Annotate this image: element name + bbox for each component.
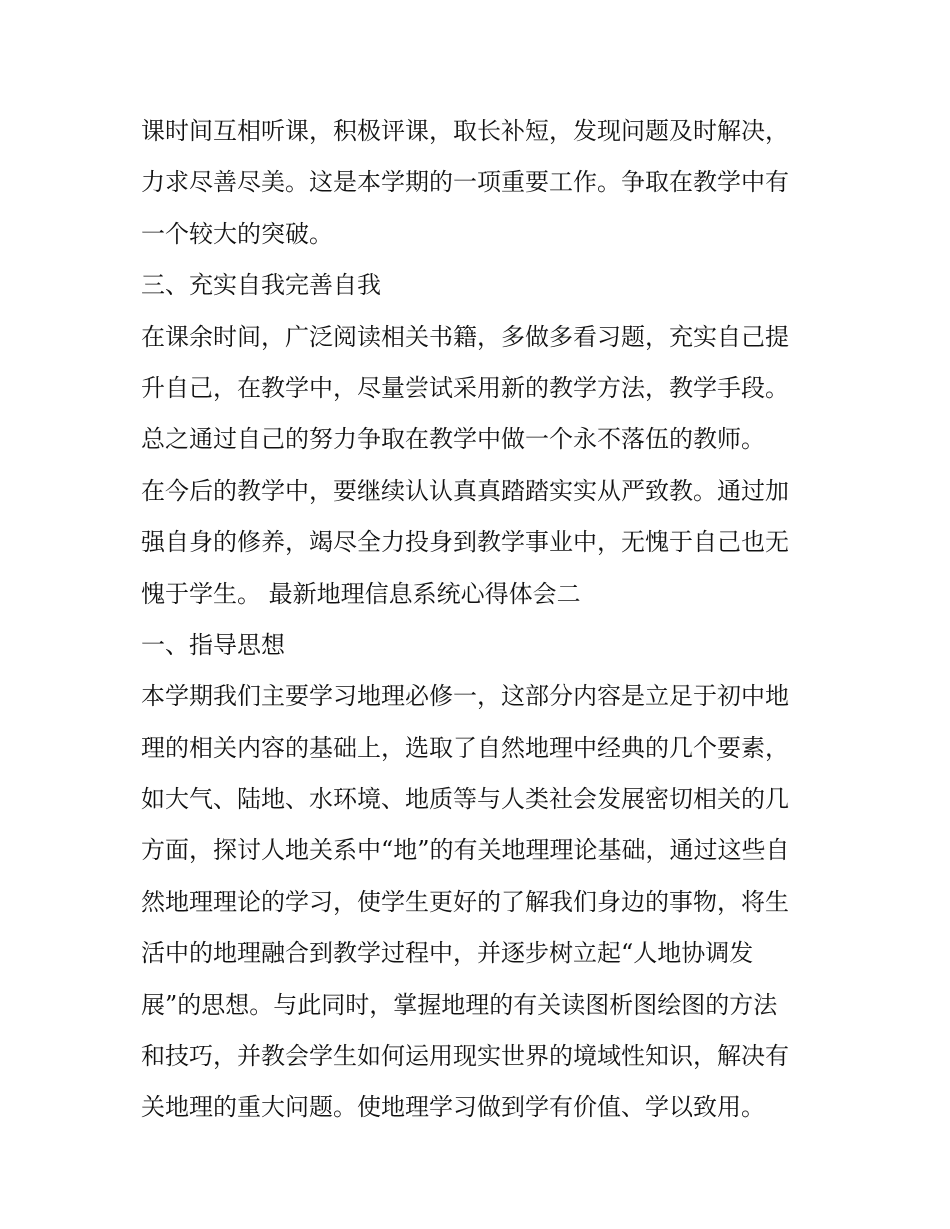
text-line: 总之通过自己的努力争取在教学中做一个永不落伍的教师。 — [141, 425, 765, 454]
text-line: 力求尽善尽美。这是本学期的一项重要工作。争取在教学中有 — [141, 168, 789, 197]
text-line: 愧于学生。 最新地理信息系统心得体会二 — [141, 579, 581, 608]
section-heading: 三、充实自我完善自我 — [141, 271, 381, 300]
text-line: 方面，探讨人地关系中“地”的有关地理理论基础，通过这些自 — [141, 836, 790, 865]
text-line: 强自身的修养，竭尽全力投身到教学事业中，无愧于自己也无 — [141, 528, 789, 557]
text-line: 在课余时间，广泛阅读相关书籍，多做多看习题，充实自己提 — [141, 322, 789, 351]
document-body — [141, 106, 821, 1134]
text-line: 然地理理论的学习，使学生更好的了解我们身边的事物，将生 — [141, 887, 789, 916]
text-line: 如大气、陆地、水环境、地质等与人类社会发展密切相关的几 — [141, 785, 789, 814]
text-line: 在今后的教学中，要继续认认真真踏踏实实从严致教。通过加 — [141, 476, 789, 505]
text-line: 一个较大的突破。 — [141, 219, 333, 248]
text-line: 升自己，在教学中，尽量尝试采用新的教学方法，教学手段。 — [141, 373, 789, 402]
text-line: 活中的地理融合到教学过程中，并逐步树立起“人地协调发 — [141, 939, 754, 968]
text-line: 和技巧，并教会学生如何运用现实世界的境域性知识，解决有 — [141, 1042, 789, 1071]
section-heading: 一、指导思想 — [141, 630, 285, 659]
text-line: 理的相关内容的基础上，选取了自然地理中经典的几个要素， — [141, 733, 789, 762]
text-line: 关地理的重大问题。使地理学习做到学有价值、学以致用。 — [141, 1093, 765, 1122]
text-line: 课时间互相听课，积极评课，取长补短，发现问题及时解决， — [141, 117, 789, 145]
text-line: 本学期我们主要学习地理必修一，这部分内容是立足于初中地 — [141, 682, 789, 711]
text-line: 展”的思想。与此同时，掌握地理的有关读图析图绘图的方法 — [141, 990, 778, 1019]
